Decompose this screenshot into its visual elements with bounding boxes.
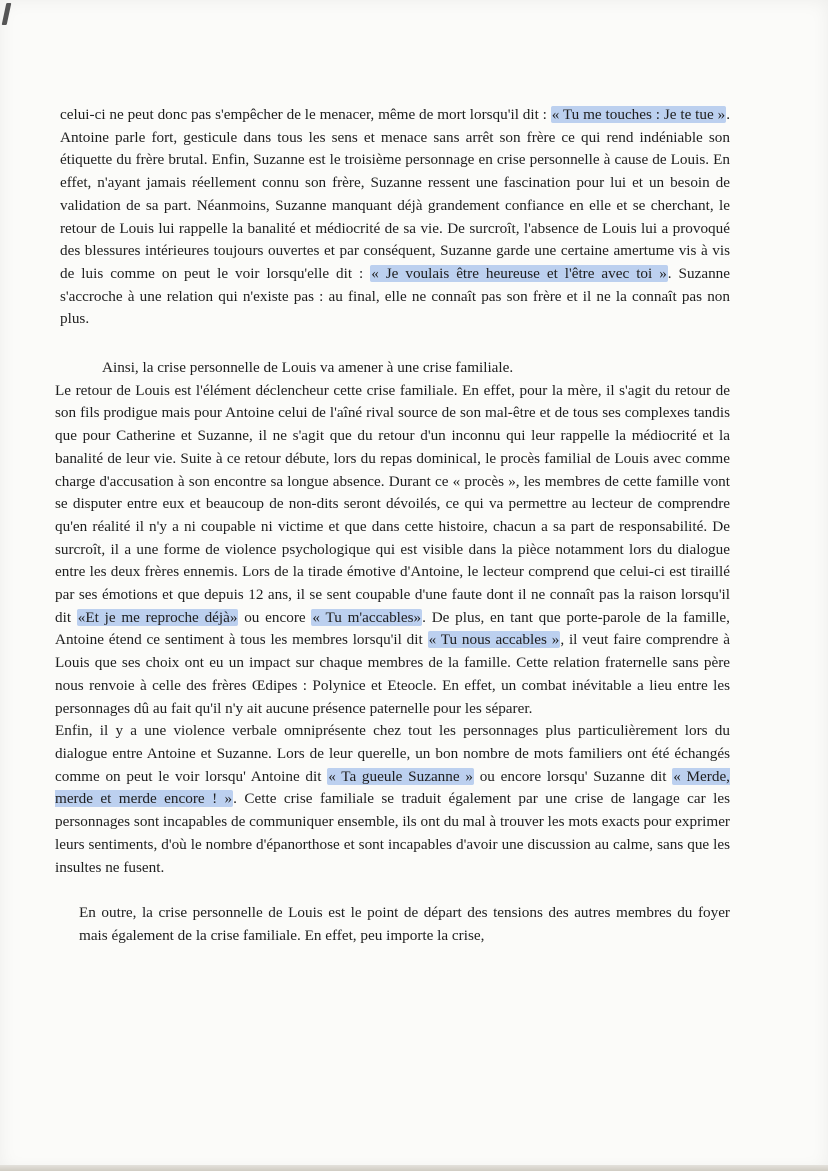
paragraph-gap (55, 331, 730, 357)
text-run: celui-ci ne peut donc pas s'empêcher de le menacer, même de mort lorsqu'il dit : (60, 106, 551, 123)
highlighted-quote: « Tu m'accables» (312, 608, 422, 626)
text-run: . De plus, en tant que porte-parole de la famille, Antoine étend ce sentiment à tous les membres lorsqu'il dit (55, 608, 730, 649)
text-run: ou encore (238, 608, 312, 626)
text-run: . Antoine parle fort, gesticule dans tous les sens et menace sans arrêt son frère ce qui rend indéniable son étiquette du frère brutal. Enfin, Suzanne est le troisième personnage en crise personnelle à cause de Louis. En effet, n'ayant jamais réellement connu son frère, Suzanne ressent une fascination pour lui et un besoin de validation de sa part. Néanmoins, Suzanne manquant déjà grandement confiance en elle et se cherchant, le retour de Louis lui rappelle la banalité et médiocrité de sa vie. De surcroît, l'absence de Louis lui a provoqué des blessures intérieures toujours ouvertes et par conséquent, Suzanne garde une certaine amertume vis à vis de luis comme on peut le voir lorsqu'elle dit : (60, 106, 730, 282)
highlighted-quote: « Tu nous accables » (428, 631, 560, 649)
paragraph-2: Ainsi, la crise personnelle de Louis va amener à une crise familiale. (102, 359, 514, 377)
paragraph-gap (55, 879, 730, 902)
text-run: . Suzanne s'accroche à une relation qui n'existe pas : au final, elle ne connaît pas son frère et il ne la connaît pas non plus. (60, 264, 731, 328)
scan-mark (2, 3, 12, 25)
paragraph-1 (55, 104, 730, 331)
text-run: , il veut faire comprendre à Louis que ses choix ont eu un impact sur chaque membres de la famille. Cette relation fraternelle sans père nous renvoie à celle des frères Œdipes : Polynice et Eteocle. En effet, un combat inévitable a lieu entre les personnages dû au fait qu'il n'y ait aucune présence paternelle pour les séparer. (55, 631, 730, 717)
highlighted-quote: «Et je me reproche déjà» (77, 608, 238, 626)
essay-body (55, 104, 730, 948)
text-run: Enfin, il y a une violence verbale omniprésente chez tout les personnages plus particulièrement lors du dialogue entre Antoine et Suzanne. Lors de leur querelle, un bon nombre de mots familiers ont été échangés comme on peut le voir lorsqu' Antoine dit (55, 722, 730, 785)
text-run: . Cette crise familiale se traduit également par une crise de langage car les personnages sont incapables de communiquer ensemble, ils ont du mal à trouver les mots exacts pour exprimer leurs sentiments, d'où le nombre d'épanorthose et sont incapables d'avoir une discussion au calme, sans que les insultes ne fusent. (55, 790, 730, 876)
highlighted-quote: « Tu me touches : Je te tue » (551, 106, 726, 123)
highlighted-quote: « Merde, merde et merde encore ! » (55, 767, 730, 808)
paragraph-3b (55, 720, 730, 879)
text-run: ou encore lorsqu' Suzanne dit (473, 767, 673, 785)
paragraph-3 (55, 380, 730, 721)
page-edge (0, 1165, 828, 1171)
text-run: Le retour de Louis est l'élément déclencheur cette crise familiale. En effet, pour la mère, il s'agit du retour de son fils prodigue mais pour Antoine celui de l'aîné rival source de son mal-être et de tous ses complexes tandis que pour Catherine et Suzanne, il ne s'agit que du retour d'un inconnu qui leur rappelle la médiocrité et la banalité de leur vie. Suite à ce retour débute, lors du repas dominical, le procès familial de Louis avec comme charge d'accusation à son encontre sa longue absence. Durant ce « procès », les membres de cette famille vont se disputer entre eux et beaucoup de non-dits seront dévoilés, ce qui va permettre au lecteur de comprendre qu'en réalité il n'y a ni coupable ni victime et que dans cette histoire, chacun a sa part de responsabilité. De surcroît, il a une forme de violence psychologique qui est visible dans la pièce notamment lors du dialogue entre les deux frères ennemis. Lors de la tirade émotive d'Antoine, le lecteur comprend que celui-ci est tiraillé par ses émotions et que depuis 12 ans, il se sent coupable d'une faute dont il ne connaît pas la raison lorsqu'il dit (55, 381, 730, 626)
highlighted-quote: « Je voulais être heureuse et l'être avec toi » (371, 264, 667, 282)
highlighted-quote: « Ta gueule Suzanne » (328, 767, 473, 785)
paragraph-4: En outre, la crise personnelle de Louis est le point de départ des tensions des autres membres du foyer mais également de la crise familiale. En effet, peu importe la crise, (79, 904, 730, 944)
